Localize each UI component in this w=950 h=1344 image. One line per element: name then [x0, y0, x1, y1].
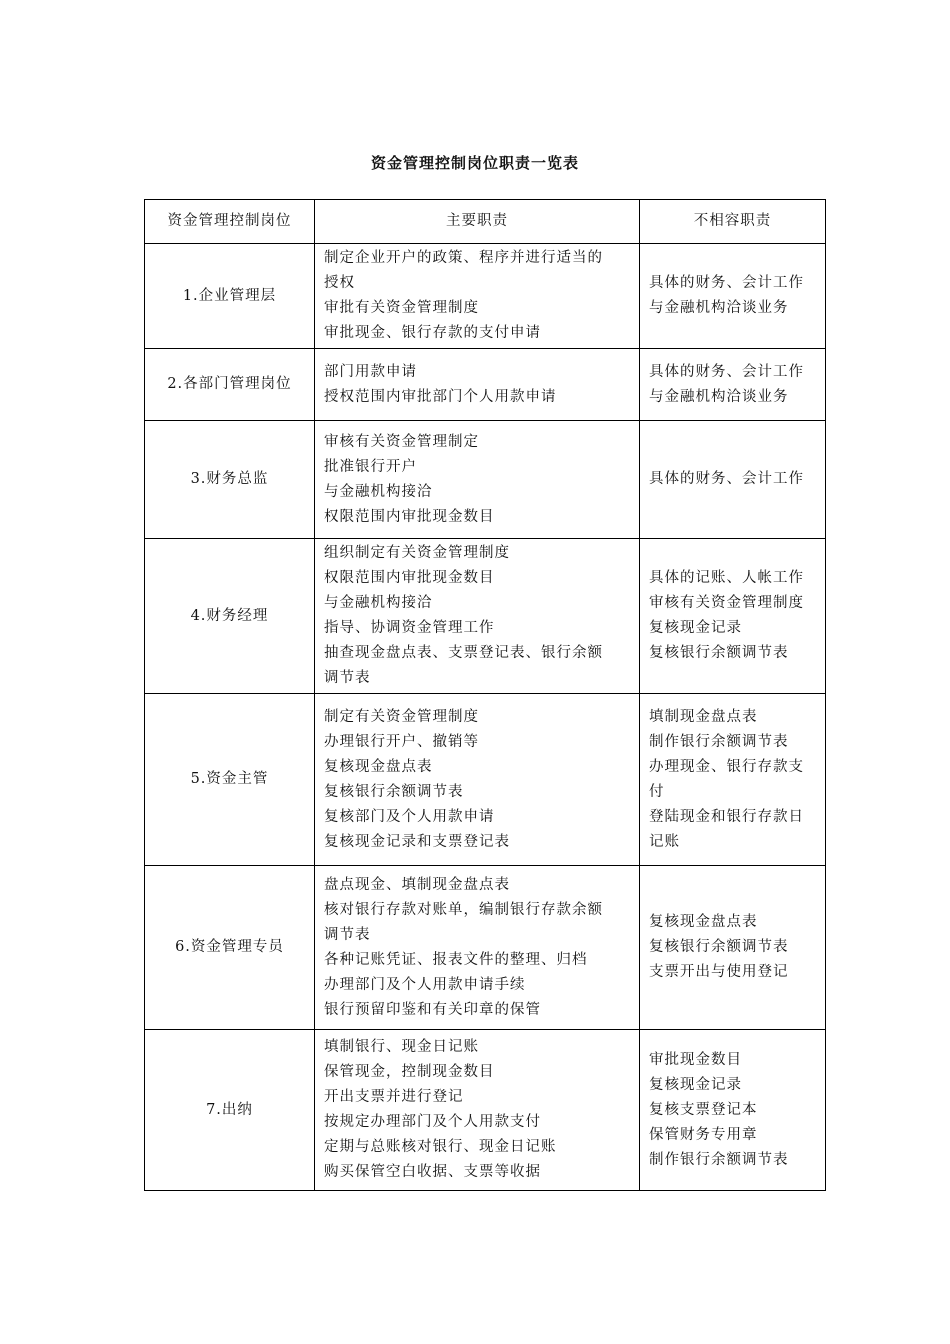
main-duty-line: 银行预留印鉴和有关印章的保管	[324, 1001, 541, 1018]
main-duty-line: 部门用款申请	[324, 363, 417, 380]
table-body	[145, 244, 826, 1191]
post-cell: 1.企业管理层	[145, 244, 315, 349]
main-duties-cell	[315, 349, 640, 421]
main-duty-line: 授权	[324, 275, 355, 291]
main-duty-line: 办理部门及个人用款申请手续	[324, 976, 526, 993]
main-duty-line: 制定有关资金管理制度	[324, 708, 479, 725]
conflicting-duties-cell	[640, 421, 826, 539]
main-duty-line: 与金融机构接洽	[324, 595, 433, 611]
main-duty-line: 审批有关资金管理制度	[324, 300, 479, 316]
main-duty-line: 购买保管空白收据、支票等收据	[324, 1164, 541, 1180]
conflicting-duty-line: 审批现金数目	[649, 1051, 742, 1068]
conflicting-duty-line: 具体的财务、会计工作	[649, 471, 804, 487]
main-duty-line: 指导、协调资金管理工作	[324, 620, 495, 636]
header-main-duties: 主要职责	[315, 200, 640, 244]
main-duty-line: 权限范围内审批现金数目	[324, 508, 495, 525]
post-cell: 3.财务总监	[145, 421, 315, 539]
table-row	[145, 1030, 826, 1191]
main-duty-line: 抽查现金盘点表、支票登记表、银行余额	[324, 645, 603, 661]
main-duty-line: 复核银行余额调节表	[324, 783, 464, 800]
conflicting-duty-line: 具体的财务、会计工作	[649, 363, 804, 380]
page-title: 资金管理控制岗位职责一览表	[370, 154, 579, 172]
table-row	[145, 349, 826, 421]
main-duties-cell	[315, 244, 640, 349]
post-cell: 5.资金主管	[145, 694, 315, 866]
conflicting-duty-line: 复核银行余额调节表	[649, 939, 789, 955]
conflicting-duties-cell	[640, 349, 826, 421]
main-duty-line: 复核现金盘点表	[324, 758, 433, 775]
conflicting-duty-line: 复核现金记录	[649, 620, 742, 636]
main-duties-cell	[315, 866, 640, 1030]
main-duty-line: 盘点现金、填制现金盘点表	[324, 876, 510, 893]
post-cell: 6.资金管理专员	[145, 866, 315, 1030]
main-duty-line: 调节表	[324, 926, 371, 943]
conflicting-duties-cell	[640, 539, 826, 694]
table-row	[145, 421, 826, 539]
conflicting-duty-line: 保管财务专用章	[649, 1126, 758, 1143]
conflicting-duty-line: 与金融机构洽谈业务	[649, 388, 789, 405]
main-duties-cell	[315, 539, 640, 694]
conflicting-duty-line: 制作银行余额调节表	[649, 1151, 789, 1168]
main-duty-line: 制定企业开户的政策、程序并进行适当的	[324, 250, 603, 266]
table-row	[145, 694, 826, 866]
conflicting-duty-line: 复核银行余额调节表	[649, 645, 789, 661]
conflicting-duties-cell	[640, 694, 826, 866]
conflicting-duty-line: 办理现金、银行存款支	[649, 758, 804, 775]
main-duty-line: 复核现金记录和支票登记表	[324, 833, 510, 850]
main-duties-cell	[315, 694, 640, 866]
conflicting-duty-line: 填制现金盘点表	[649, 708, 758, 725]
main-duty-line: 权限范围内审批现金数目	[324, 570, 495, 586]
header-conflicting-duties: 不相容职责	[640, 200, 826, 244]
main-duty-line: 与金融机构接洽	[324, 483, 433, 500]
main-duties-cell	[315, 421, 640, 539]
post-cell: 7.出纳	[145, 1030, 315, 1191]
conflicting-duty-line: 审核有关资金管理制度	[649, 595, 804, 611]
main-duty-line: 审核有关资金管理制定	[324, 433, 479, 450]
main-duty-line: 办理银行开户、撤销等	[324, 733, 479, 750]
conflicting-duty-line: 制作银行余额调节表	[649, 733, 789, 750]
conflicting-duties-cell	[640, 866, 826, 1030]
main-duty-line: 组织制定有关资金管理制度	[324, 545, 510, 561]
table-row	[145, 539, 826, 694]
main-duty-line: 开出支票并进行登记	[324, 1089, 464, 1105]
main-duty-line: 授权范围内审批部门个人用款申请	[324, 388, 557, 405]
table-header-row	[145, 200, 826, 244]
main-duty-line: 核对银行存款对账单，编制银行存款余额	[324, 901, 603, 918]
conflicting-duty-line: 复核支票登记本	[649, 1101, 758, 1118]
conflicting-duties-cell	[640, 244, 826, 349]
conflicting-duty-line: 具体的财务、会计工作	[649, 275, 804, 291]
post-cell: 2.各部门管理岗位	[145, 349, 315, 421]
main-duty-line: 批准银行开户	[324, 458, 417, 475]
conflicting-duty-line: 与金融机构洽谈业务	[649, 300, 789, 316]
header-post: 资金管理控制岗位	[145, 200, 315, 244]
main-duty-line: 审批现金、银行存款的支付申请	[324, 325, 541, 341]
duty-table	[144, 199, 826, 1191]
main-duty-line: 定期与总账核对银行、现金日记账	[324, 1139, 557, 1155]
conflicting-duty-line: 复核现金记录	[649, 1076, 742, 1093]
main-duty-line: 填制银行、现金日记账	[324, 1039, 479, 1055]
conflicting-duties-cell	[640, 1030, 826, 1191]
conflicting-duty-line: 付	[649, 783, 665, 800]
table-row	[145, 244, 826, 349]
main-duty-line: 复核部门及个人用款申请	[324, 808, 495, 825]
conflicting-duty-line: 复核现金盘点表	[649, 914, 758, 930]
main-duty-line: 各种记账凭证、报表文件的整理、归档	[324, 951, 588, 968]
main-duty-line: 保管现金，控制现金数目	[324, 1064, 495, 1080]
table-row	[145, 866, 826, 1030]
main-duty-line: 按规定办理部门及个人用款支付	[324, 1114, 541, 1130]
conflicting-duty-line: 具体的记账、人帐工作	[649, 570, 804, 586]
post-cell: 4.财务经理	[145, 539, 315, 694]
main-duty-line: 调节表	[324, 670, 371, 686]
conflicting-duty-line: 登陆现金和银行存款日	[649, 808, 804, 825]
conflicting-duty-line: 支票开出与使用登记	[649, 964, 789, 980]
conflicting-duty-line: 记账	[649, 833, 680, 850]
main-duties-cell	[315, 1030, 640, 1191]
